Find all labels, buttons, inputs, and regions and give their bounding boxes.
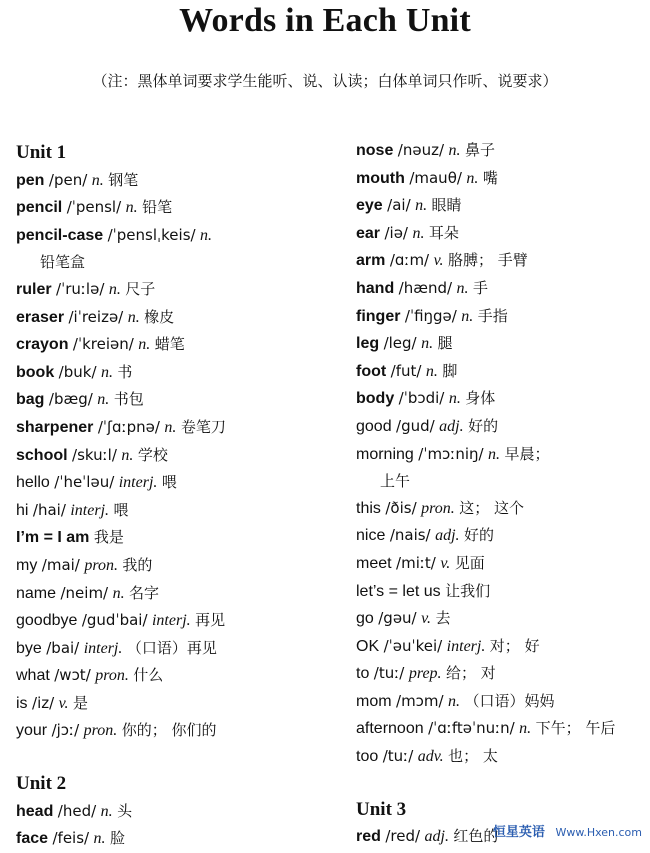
part-of-speech: n. bbox=[488, 445, 501, 463]
translation: 你的； 你们的 bbox=[121, 721, 217, 740]
part-of-speech: n. bbox=[448, 390, 461, 408]
phonetic: /tuː/ bbox=[373, 664, 405, 683]
translation: 身体 bbox=[465, 389, 496, 408]
part-of-speech: n. bbox=[93, 830, 106, 848]
vocab-word: your bbox=[16, 722, 48, 740]
vocab-entry bbox=[16, 167, 336, 195]
vocab-word: what bbox=[16, 667, 50, 685]
part-of-speech: prep. bbox=[408, 665, 442, 683]
vocab-entry bbox=[16, 304, 336, 332]
page-title: Words in Each Unit bbox=[179, 2, 471, 39]
phonetic: /mauθ/ bbox=[409, 168, 462, 187]
unit-1-word-list bbox=[16, 167, 336, 745]
part-of-speech: n. bbox=[425, 362, 438, 380]
vocab-entry bbox=[16, 524, 336, 552]
vocab-word: go bbox=[356, 610, 374, 628]
part-of-speech: adj. bbox=[439, 417, 464, 435]
vocab-word: pencil bbox=[16, 199, 63, 217]
vocab-entry bbox=[16, 662, 336, 690]
translation: 脸 bbox=[110, 829, 126, 848]
vocab-entry bbox=[16, 359, 336, 387]
phonetic: /ˈəuˈkei/ bbox=[383, 636, 443, 655]
phonetic: /skuːl/ bbox=[72, 445, 117, 464]
vocab-entry bbox=[16, 717, 336, 745]
phonetic: /miːt/ bbox=[396, 553, 436, 572]
vocab-word: too bbox=[356, 748, 379, 766]
translation: 我是 bbox=[93, 528, 124, 547]
right-column bbox=[356, 137, 646, 851]
translation: 铅笔 bbox=[142, 198, 173, 217]
part-of-speech: interj. bbox=[446, 637, 486, 655]
part-of-speech: v. bbox=[433, 252, 444, 270]
vocab-word: body bbox=[356, 390, 395, 408]
part-of-speech: n. bbox=[415, 197, 428, 215]
translation: 这； 这个 bbox=[459, 498, 524, 517]
vocab-entry bbox=[356, 275, 646, 303]
part-of-speech: pron. bbox=[84, 556, 118, 574]
translation: 给； 对 bbox=[446, 664, 496, 683]
phonetic: /mɔm/ bbox=[396, 691, 444, 710]
phonetic: /nais/ bbox=[389, 526, 431, 545]
phonetic: /gəu/ bbox=[378, 609, 417, 628]
translation: （口语）妈妈 bbox=[464, 691, 555, 710]
phonetic: /red/ bbox=[385, 827, 421, 846]
vocab-word: arm bbox=[356, 252, 386, 270]
part-of-speech: n. bbox=[121, 446, 134, 464]
vocab-word: meet bbox=[356, 554, 392, 572]
part-of-speech: n. bbox=[91, 171, 104, 189]
vocab-entry bbox=[356, 413, 646, 441]
vocab-word: nice bbox=[356, 527, 386, 545]
vocab-entry bbox=[356, 550, 646, 578]
vocab-entry bbox=[356, 522, 646, 550]
vocab-word: hi bbox=[16, 501, 29, 519]
watermark-brand: 恒星英语 bbox=[492, 825, 545, 840]
translation: 书 bbox=[117, 362, 133, 381]
translation: 去 bbox=[435, 609, 451, 628]
vocab-entry bbox=[356, 385, 646, 413]
part-of-speech: n. bbox=[108, 280, 121, 298]
vocab-entry bbox=[16, 580, 336, 608]
translation: 让我们 bbox=[445, 581, 491, 600]
part-of-speech: pron. bbox=[83, 722, 118, 740]
vocab-word: hand bbox=[356, 279, 395, 297]
part-of-speech: pron. bbox=[421, 499, 455, 517]
vocab-word: finger bbox=[356, 307, 401, 325]
part-of-speech: n. bbox=[127, 308, 140, 326]
phonetic: /hed/ bbox=[57, 801, 97, 820]
translation: 耳朵 bbox=[428, 223, 459, 242]
translation: 鼻子 bbox=[464, 141, 495, 159]
unit-3-heading: Unit 3 bbox=[356, 798, 407, 820]
translation: 蜡笔 bbox=[154, 335, 185, 354]
phonetic: /mai/ bbox=[41, 555, 80, 574]
vocab-entry bbox=[356, 192, 646, 220]
vocab-word: I’m = I am bbox=[16, 529, 90, 547]
vocab-entry bbox=[16, 442, 336, 470]
part-of-speech: n. bbox=[448, 692, 461, 710]
vocab-entry bbox=[16, 386, 336, 414]
vocab-entry bbox=[356, 743, 646, 771]
vocab-word: nose bbox=[356, 142, 394, 159]
translation: 脚 bbox=[442, 361, 458, 380]
phonetic: /wɔt/ bbox=[54, 666, 91, 685]
vocab-word: goodbye bbox=[16, 612, 78, 630]
part-of-speech: interj. bbox=[151, 612, 191, 630]
vocab-word: leg bbox=[356, 335, 380, 353]
phonetic: /ˈkreiən/ bbox=[72, 335, 134, 354]
vocab-entry bbox=[356, 715, 646, 743]
part-of-speech: n. bbox=[200, 226, 213, 244]
phonetic: /buk/ bbox=[58, 362, 97, 381]
part-of-speech: adj. bbox=[435, 527, 460, 545]
translation: 好的 bbox=[468, 416, 499, 435]
translation: 是 bbox=[73, 693, 89, 712]
phonetic: /ˈruːlə/ bbox=[56, 279, 105, 298]
translation: 也； 太 bbox=[448, 747, 498, 766]
watermark-site: Www.Hxen.com bbox=[555, 826, 642, 839]
vocab-entry bbox=[356, 495, 646, 523]
vocab-entry bbox=[356, 165, 646, 193]
translation: 红色的 bbox=[453, 827, 499, 846]
vocab-entry bbox=[356, 358, 646, 386]
unit-1-heading: Unit 1 bbox=[16, 142, 67, 163]
vocab-word: red bbox=[356, 828, 381, 846]
translation: 腿 bbox=[437, 334, 453, 353]
continuation-line: 铅笔盒 bbox=[40, 253, 86, 272]
phonetic: /ai/ bbox=[387, 196, 411, 215]
translation: 名字 bbox=[129, 583, 160, 602]
translation: 下午； 午后 bbox=[535, 719, 616, 738]
vocab-word: mouth bbox=[356, 169, 405, 187]
part-of-speech: v. bbox=[421, 610, 431, 628]
phonetic: /ˈpensl/ bbox=[66, 198, 122, 217]
phonetic: /neim/ bbox=[60, 583, 109, 602]
part-of-speech: n. bbox=[100, 802, 113, 820]
part-of-speech: n. bbox=[138, 336, 151, 354]
part-of-speech: n. bbox=[112, 584, 125, 602]
vocab-entry bbox=[356, 660, 646, 688]
part-of-speech: interj. bbox=[70, 501, 110, 519]
part-of-speech: adj. bbox=[424, 828, 449, 846]
vocab-entry bbox=[356, 247, 646, 275]
vocab-entry bbox=[16, 469, 336, 497]
phonetic: /nəuz/ bbox=[397, 141, 445, 159]
part-of-speech: n. bbox=[100, 363, 113, 381]
vocab-word: OK bbox=[356, 637, 380, 655]
vocab-word: ruler bbox=[16, 280, 52, 298]
phonetic: /iˈreizə/ bbox=[68, 307, 124, 326]
phonetic: /ˈʃɑːpnə/ bbox=[97, 417, 160, 436]
unit-2-word-list-cont bbox=[356, 137, 646, 468]
part-of-speech: pron. bbox=[95, 667, 129, 685]
vocab-word: hello bbox=[16, 474, 50, 492]
translation: 头 bbox=[117, 801, 133, 820]
translation: （口语）再见 bbox=[126, 638, 217, 657]
phonetic: /hænd/ bbox=[398, 278, 453, 297]
vocab-entry bbox=[356, 688, 646, 716]
vocab-word: pen bbox=[16, 171, 45, 189]
translation: 喂 bbox=[113, 500, 129, 519]
vocab-entry bbox=[356, 633, 646, 661]
translation: 手指 bbox=[477, 306, 508, 325]
vocab-word: let’s = let us bbox=[356, 582, 441, 600]
vocab-entry bbox=[356, 605, 646, 633]
vocab-entry bbox=[356, 220, 646, 248]
part-of-speech: n. bbox=[412, 224, 425, 242]
vocab-entry bbox=[356, 578, 646, 606]
phonetic: /gud/ bbox=[396, 416, 435, 435]
vocab-word: is bbox=[16, 694, 28, 712]
part-of-speech: n. bbox=[97, 391, 110, 409]
vocab-entry bbox=[16, 607, 336, 635]
phonetic: /ˈfiŋgə/ bbox=[404, 306, 457, 325]
vocab-word: morning bbox=[356, 445, 414, 463]
translation: 胳膊； 手臂 bbox=[447, 251, 528, 270]
phonetic: /leg/ bbox=[383, 334, 417, 353]
unit-2-word-list bbox=[16, 798, 336, 853]
translation: 什么 bbox=[133, 666, 164, 685]
vocab-entry bbox=[16, 825, 336, 853]
phonetic: /ɑːm/ bbox=[389, 251, 430, 270]
phonetic: /ˈpenslˌkeis/ bbox=[107, 225, 196, 244]
phonetic: /ðis/ bbox=[385, 498, 417, 517]
continuation-line: 上午 bbox=[380, 472, 411, 491]
part-of-speech: n. bbox=[448, 142, 461, 159]
vocab-word: foot bbox=[356, 362, 387, 380]
translation: 尺子 bbox=[125, 279, 156, 298]
vocab-word: good bbox=[356, 417, 392, 435]
part-of-speech: n. bbox=[461, 307, 474, 325]
phonetic: /ˈbɔdi/ bbox=[398, 389, 445, 408]
vocab-entry bbox=[356, 137, 646, 165]
unit-2-heading: Unit 2 bbox=[16, 773, 67, 795]
vocab-word: eye bbox=[356, 197, 383, 215]
vocab-entry bbox=[356, 330, 646, 358]
vocab-word: bye bbox=[16, 639, 42, 657]
translation: 卷笔刀 bbox=[180, 417, 226, 436]
part-of-speech: n. bbox=[421, 335, 434, 353]
phonetic: /hai/ bbox=[32, 500, 66, 519]
part-of-speech: n. bbox=[466, 169, 479, 187]
vocab-word: mom bbox=[356, 692, 392, 710]
translation: 书包 bbox=[113, 390, 144, 409]
part-of-speech: v. bbox=[440, 554, 451, 572]
phonetic: /pen/ bbox=[48, 170, 88, 189]
translation: 再见 bbox=[195, 611, 226, 630]
translation: 钢笔 bbox=[108, 170, 139, 189]
vocab-entry bbox=[16, 222, 336, 250]
vocab-word: head bbox=[16, 802, 54, 820]
phonetic: /ˈheˈləu/ bbox=[54, 473, 115, 492]
phonetic: /fut/ bbox=[390, 361, 422, 380]
translation: 好的 bbox=[463, 526, 494, 545]
translation: 嘴 bbox=[482, 168, 498, 187]
vocab-word: ear bbox=[356, 224, 381, 242]
phonetic: /ˈmɔːniŋ/ bbox=[418, 444, 484, 463]
part-of-speech: n. bbox=[456, 279, 469, 297]
vocab-entry bbox=[16, 331, 336, 359]
part-of-speech: interj. bbox=[83, 639, 123, 657]
part-of-speech: n. bbox=[164, 418, 177, 436]
translation: 对； 好 bbox=[489, 636, 540, 655]
vocab-word: bag bbox=[16, 391, 45, 409]
vocab-entry bbox=[356, 303, 646, 331]
watermark-logo bbox=[493, 821, 642, 840]
vocab-word: my bbox=[16, 556, 38, 574]
vocab-entry bbox=[16, 552, 336, 580]
vocab-word: to bbox=[356, 665, 370, 683]
part-of-speech: interj. bbox=[118, 474, 158, 492]
vocab-entry bbox=[16, 497, 336, 525]
translation: 橡皮 bbox=[144, 307, 175, 326]
vocab-entry bbox=[16, 276, 336, 304]
phonetic: /feis/ bbox=[52, 829, 90, 848]
vocab-entry bbox=[16, 635, 336, 663]
translation: 手 bbox=[472, 278, 488, 297]
vocab-entry bbox=[16, 690, 336, 718]
vocab-word: book bbox=[16, 363, 55, 381]
vocab-entry bbox=[16, 414, 336, 442]
instruction-note: （注：黑体单词要求学生能听、说、认读；白体单词只作听、说要求） bbox=[92, 72, 558, 90]
part-of-speech: n. bbox=[519, 720, 532, 738]
vocab-entry bbox=[16, 194, 336, 222]
translation: 早晨； bbox=[504, 444, 550, 463]
vocab-word: afternoon bbox=[356, 720, 424, 738]
phonetic: /bai/ bbox=[46, 638, 80, 657]
vocab-word: school bbox=[16, 446, 68, 464]
vocab-entry bbox=[16, 798, 336, 826]
left-column bbox=[16, 140, 336, 853]
translation: 我的 bbox=[122, 555, 153, 574]
translation: 学校 bbox=[137, 445, 168, 464]
phonetic: /iz/ bbox=[32, 693, 55, 712]
translation: 见面 bbox=[454, 553, 485, 572]
unit-2-word-list-cont-b bbox=[356, 495, 646, 771]
phonetic: /jɔː/ bbox=[51, 721, 80, 740]
phonetic: /gudˈbai/ bbox=[81, 611, 148, 630]
translation: 喂 bbox=[161, 473, 177, 492]
vocab-word: eraser bbox=[16, 308, 65, 326]
phonetic: /iə/ bbox=[384, 223, 408, 242]
phonetic: /bæg/ bbox=[48, 390, 93, 409]
vocab-word: crayon bbox=[16, 336, 69, 354]
vocab-word: face bbox=[16, 830, 49, 848]
phonetic: /ˈɑːftəˈnuːn/ bbox=[428, 719, 515, 738]
part-of-speech: n. bbox=[125, 199, 138, 217]
part-of-speech: v. bbox=[58, 694, 69, 712]
vocab-word: pencil-case bbox=[16, 226, 104, 244]
vocab-word: name bbox=[16, 584, 57, 602]
part-of-speech: adv. bbox=[417, 748, 444, 766]
vocab-word: sharpener bbox=[16, 418, 94, 436]
translation: 眼睛 bbox=[431, 196, 462, 215]
vocab-entry bbox=[356, 441, 646, 469]
vocab-word: this bbox=[356, 499, 381, 517]
phonetic: /tuː/ bbox=[382, 747, 414, 766]
